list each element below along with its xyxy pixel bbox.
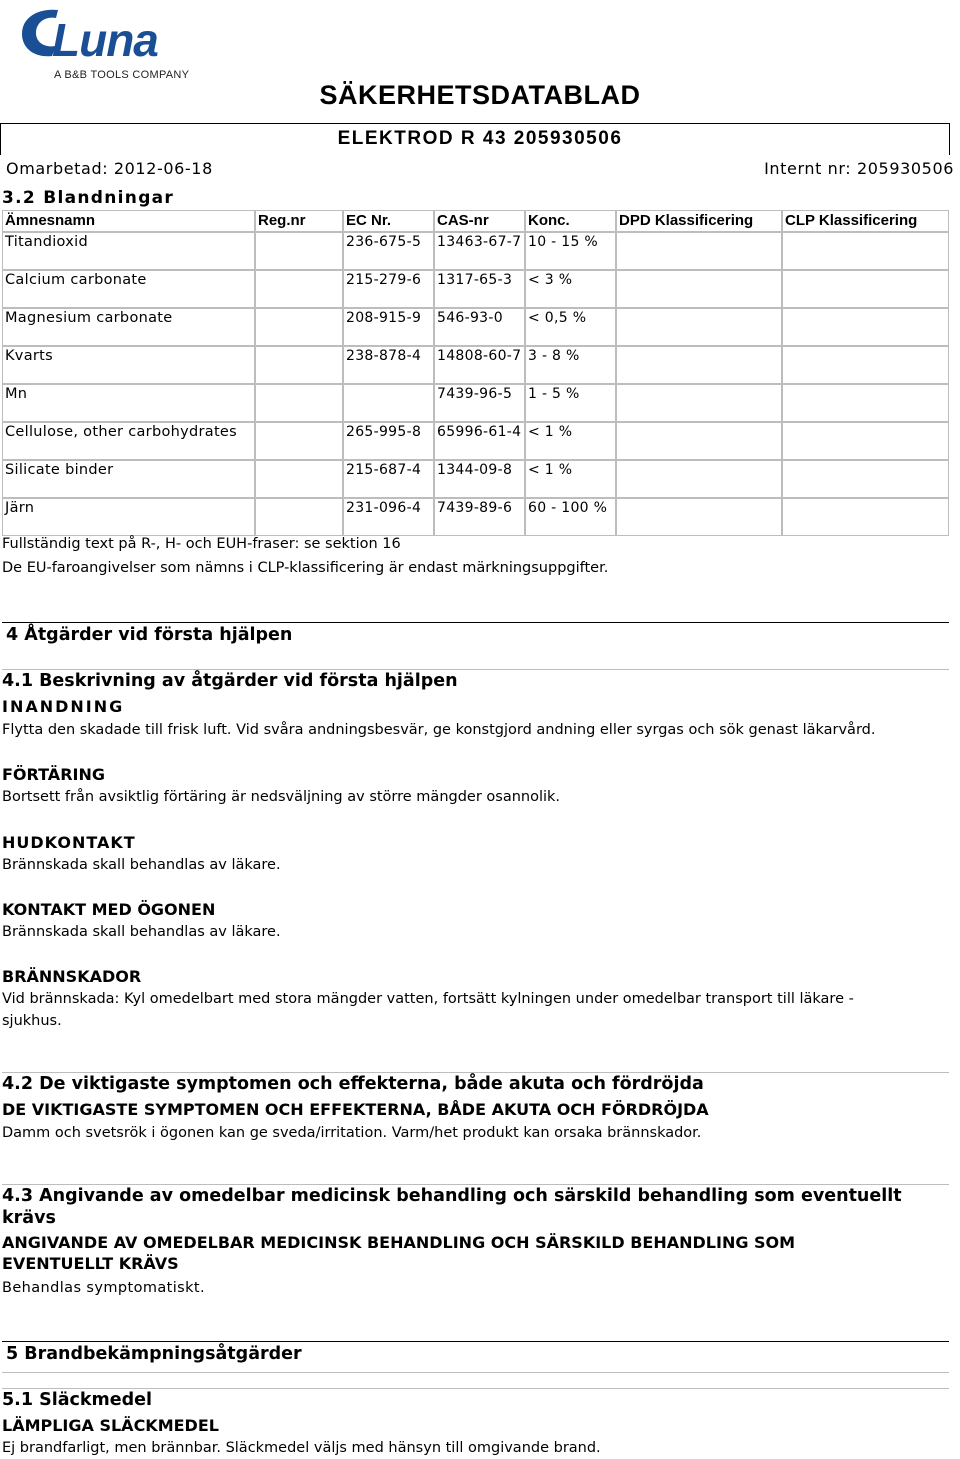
- concentration-cell: < 0,5 %: [525, 308, 616, 346]
- reg-nr-cell: [255, 422, 343, 460]
- burns-text-line-1: Vid brännskada: Kyl omedelbart med stora mängder vatten, fortsätt kylningen under omedelbar transport till läkare -: [2, 991, 854, 1007]
- logo-tagline: A B&B TOOLS COMPANY: [54, 69, 190, 81]
- clp-classification-cell: [782, 498, 949, 536]
- cas-nr-cell: 7439-89-6: [434, 498, 525, 536]
- table-row: [2, 460, 949, 498]
- section-4-3-heading-line-2: krävs: [2, 1208, 56, 1228]
- cas-nr-cell: 1344-09-8: [434, 460, 525, 498]
- cas-nr-cell: 65996-61-4: [434, 422, 525, 460]
- section-5-1-text: Ej brandfarligt, men brännbar. Släckmedel väljs med hänsyn till omgivande brand.: [2, 1440, 601, 1456]
- ingestion-text: Bortsett från avsiktlig förtäring är nedsväljning av större mängder osannolik.: [2, 789, 561, 805]
- column-header: DPD Klassificering: [616, 210, 782, 232]
- substance-name-cell: Silicate binder: [2, 460, 255, 498]
- cas-nr-cell: 13463-67-7: [434, 232, 525, 270]
- concentration-cell: < 1 %: [525, 422, 616, 460]
- column-header: CAS-nr: [434, 210, 525, 232]
- reg-nr-cell: [255, 460, 343, 498]
- ec-nr-cell: 236-675-5: [343, 232, 434, 270]
- substance-name-cell: Järn: [2, 498, 255, 536]
- burns-text-line-2: sjukhus.: [2, 1013, 62, 1029]
- reg-nr-cell: [255, 384, 343, 422]
- table-row: [2, 498, 949, 536]
- column-header: CLP Klassificering: [782, 210, 949, 232]
- section-4-1-heading: 4.1 Beskrivning av åtgärder vid första hjälpen: [2, 671, 458, 691]
- divider: [2, 1184, 949, 1185]
- section-4-2-subheading: DE VIKTIGASTE SYMPTOMEN OCH EFFEKTERNA, BÅDE AKUTA OCH FÖRDRÖJDA: [2, 1100, 709, 1119]
- section-5-title: 5 Brandbekämpningsåtgärder: [6, 1344, 302, 1364]
- table-row: [2, 422, 949, 460]
- substance-name-cell: Cellulose, other carbohydrates: [2, 422, 255, 460]
- clp-classification-cell: [782, 308, 949, 346]
- substance-name-cell: Magnesium carbonate: [2, 308, 255, 346]
- table-row: [2, 270, 949, 308]
- cas-nr-cell: 1317-65-3: [434, 270, 525, 308]
- ec-nr-cell: 208-915-9: [343, 308, 434, 346]
- cas-nr-cell: 546-93-0: [434, 308, 525, 346]
- clp-classification-cell: [782, 384, 949, 422]
- divider: [2, 1388, 949, 1389]
- clp-classification-cell: [782, 422, 949, 460]
- luna-logo-icon: [18, 6, 198, 82]
- dpd-classification-cell: [616, 270, 782, 308]
- section-4-3-text: Behandlas symptomatiskt.: [2, 1280, 206, 1296]
- ec-nr-cell: 215-279-6: [343, 270, 434, 308]
- clp-classification-cell: [782, 346, 949, 384]
- revised-date: Omarbetad: 2012-06-18: [6, 159, 213, 178]
- hazard-phrases-note: Fullständig text på R-, H- och EUH-fraser: se sektion 16: [2, 536, 401, 552]
- burns-label: BRÄNNSKADOR: [2, 967, 142, 986]
- dpd-classification-cell: [616, 308, 782, 346]
- concentration-cell: < 1 %: [525, 460, 616, 498]
- dpd-classification-cell: [616, 498, 782, 536]
- concentration-cell: 3 - 8 %: [525, 346, 616, 384]
- concentration-cell: 10 - 15 %: [525, 232, 616, 270]
- table-row: [2, 346, 949, 384]
- column-header: Ämnesnamn: [2, 210, 255, 232]
- section-4-3-subheading-line-2: EVENTUELLT KRÄVS: [2, 1254, 179, 1273]
- dpd-classification-cell: [616, 232, 782, 270]
- substance-name-cell: Titandioxid: [2, 232, 255, 270]
- dpd-classification-cell: [616, 346, 782, 384]
- table-row: [2, 308, 949, 346]
- section-4-3-subheading-line-1: ANGIVANDE AV OMEDELBAR MEDICINSK BEHANDLING OCH SÄRSKILD BEHANDLING SOM: [2, 1233, 796, 1252]
- inhalation-text: Flytta den skadade till frisk luft. Vid svåra andningsbesvär, ge konstgjord andning eller syrgas och sök genast läkarvård.: [2, 722, 876, 738]
- clp-classification-cell: [782, 270, 949, 308]
- concentration-cell: 60 - 100 %: [525, 498, 616, 536]
- product-name: ELEKTROD R 43 205930506: [337, 128, 623, 149]
- reg-nr-cell: [255, 346, 343, 384]
- section-4-2-text: Damm och svetsrök i ögonen kan ge sveda/irritation. Varm/het produkt kan orsaka brännskador.: [2, 1125, 702, 1141]
- reg-nr-cell: [255, 270, 343, 308]
- eye-contact-label: KONTAKT MED ÖGONEN: [2, 900, 216, 919]
- section-4-3-heading-line-1: 4.3 Angivande av omedelbar medicinsk behandling och särskild behandling som eventuellt: [2, 1186, 902, 1206]
- cas-nr-cell: 7439-96-5: [434, 384, 525, 422]
- concentration-cell: 1 - 5 %: [525, 384, 616, 422]
- company-logo: [18, 6, 198, 82]
- mixtures-heading: 3.2 Blandningar: [2, 188, 175, 208]
- column-header: EC Nr.: [343, 210, 434, 232]
- document-title: SÄKERHETSDATABLAD: [319, 80, 641, 110]
- section-4-title: 4 Åtgärder vid första hjälpen: [6, 625, 293, 645]
- logo-wordmark: Luna: [52, 14, 158, 66]
- divider: [2, 1072, 949, 1073]
- substance-name-cell: Kvarts: [2, 346, 255, 384]
- table-header-row: [2, 210, 949, 232]
- composition-table: [2, 210, 949, 536]
- ec-nr-cell: [343, 384, 434, 422]
- column-header: Reg.nr: [255, 210, 343, 232]
- eye-contact-text: Brännskada skall behandlas av läkare.: [2, 924, 281, 940]
- table-row: [2, 232, 949, 270]
- column-header: Konc.: [525, 210, 616, 232]
- table-row: [2, 384, 949, 422]
- substance-name-cell: Calcium carbonate: [2, 270, 255, 308]
- ec-nr-cell: 231-096-4: [343, 498, 434, 536]
- dpd-classification-cell: [616, 384, 782, 422]
- section-5-1-subheading: LÄMPLIGA SLÄCKMEDEL: [2, 1416, 219, 1435]
- inhalation-label: INANDNING: [2, 697, 125, 716]
- reg-nr-cell: [255, 498, 343, 536]
- reg-nr-cell: [255, 308, 343, 346]
- section-5-1-heading: 5.1 Släckmedel: [2, 1390, 153, 1410]
- skin-contact-label: HUDKONTAKT: [2, 833, 136, 852]
- clp-classification-cell: [782, 232, 949, 270]
- ec-nr-cell: 265-995-8: [343, 422, 434, 460]
- ec-nr-cell: 238-878-4: [343, 346, 434, 384]
- ingestion-label: FÖRTÄRING: [2, 765, 105, 784]
- cas-nr-cell: 14808-60-7: [434, 346, 525, 384]
- skin-contact-text: Brännskada skall behandlas av läkare.: [2, 857, 281, 873]
- concentration-cell: < 3 %: [525, 270, 616, 308]
- internal-number: Internt nr: 205930506: [764, 159, 954, 178]
- section-4-2-heading: 4.2 De viktigaste symptomen och effekterna, både akuta och fördröjda: [2, 1074, 704, 1094]
- ec-nr-cell: 215-687-4: [343, 460, 434, 498]
- substance-name-cell: Mn: [2, 384, 255, 422]
- dpd-classification-cell: [616, 460, 782, 498]
- reg-nr-cell: [255, 232, 343, 270]
- clp-note: De EU-faroangivelser som nämns i CLP-klassificering är endast märkningsuppgifter.: [2, 560, 609, 576]
- clp-classification-cell: [782, 460, 949, 498]
- dpd-classification-cell: [616, 422, 782, 460]
